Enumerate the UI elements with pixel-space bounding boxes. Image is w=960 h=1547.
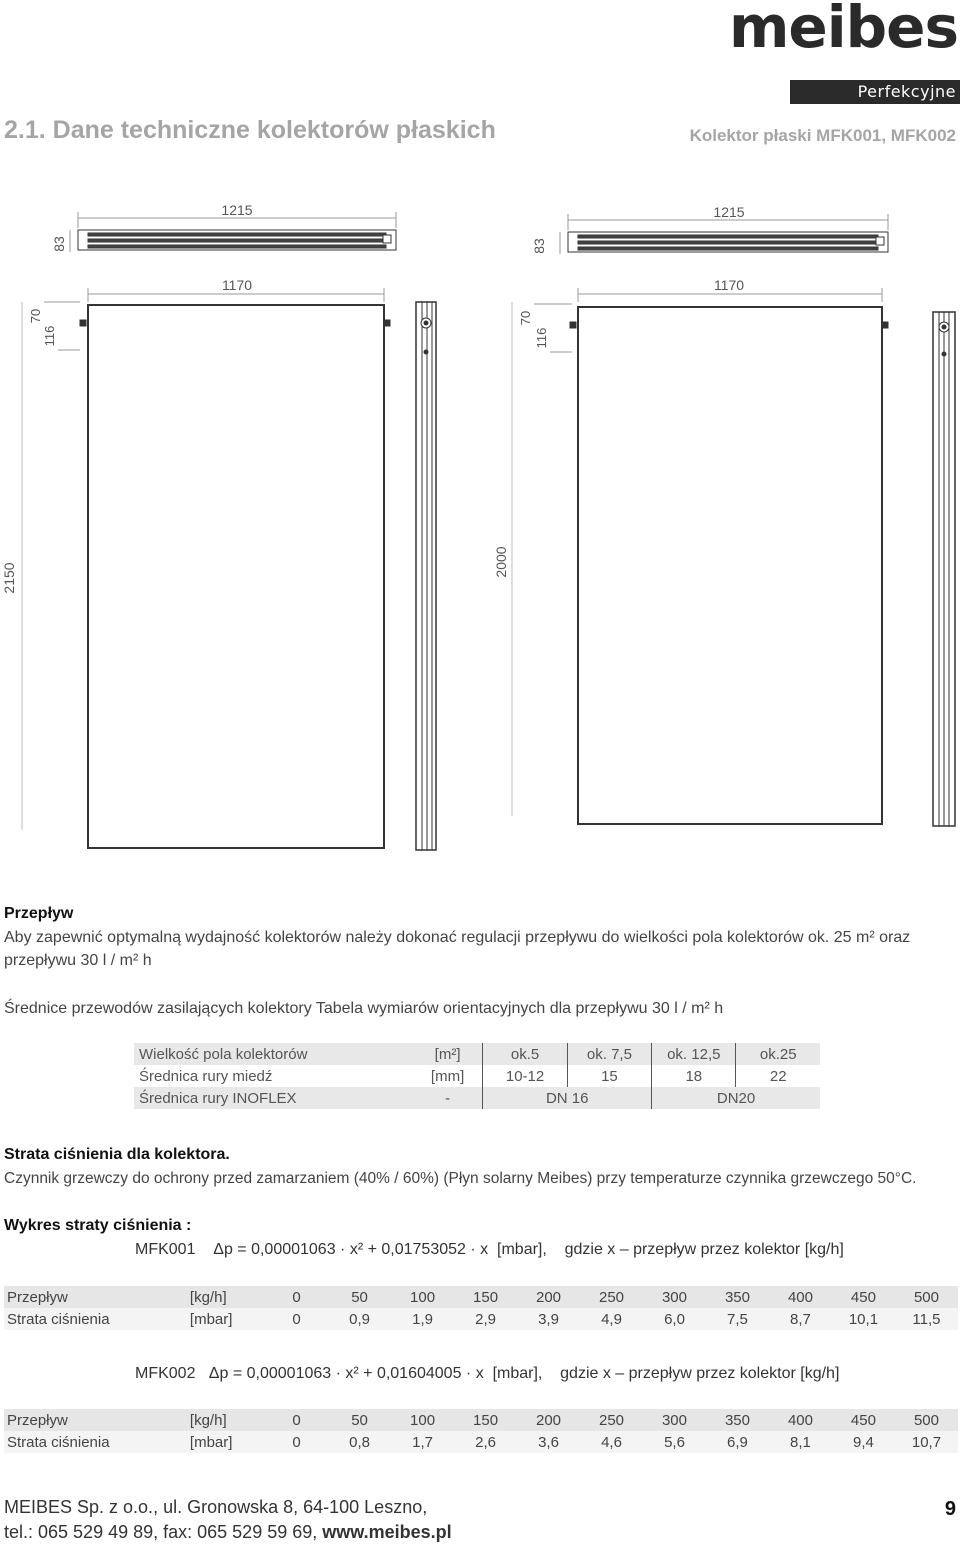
table-row xyxy=(4,1286,958,1308)
mfk001-formula: MFK001 Δp = 0,00001063 · x² + 0,01753052 · x [mbar], gdzie x – przepływ przez kolektor [kg/h] xyxy=(135,1241,844,1258)
right-side-view xyxy=(933,312,955,826)
flow-text-line2: przepływu 30 l / m² h xyxy=(4,952,152,969)
row-unit: [mbar] xyxy=(190,1308,265,1330)
right-front-width: 1170 xyxy=(713,277,745,293)
row-label: Przepływ xyxy=(4,1409,190,1431)
cell-value: 0 xyxy=(265,1286,328,1308)
table-row xyxy=(134,1065,820,1087)
section-subtitle: Kolektor płaski MFK001, MFK002 xyxy=(689,126,956,145)
cell-value: 300 xyxy=(643,1409,706,1431)
pressure-heading: Strata ciśnienia dla kolektora. xyxy=(4,1146,230,1163)
row-label: Przepływ xyxy=(4,1286,190,1308)
cell-value: 250 xyxy=(580,1409,643,1431)
cell-value: 15 xyxy=(567,1065,651,1087)
row-label: Strata ciśnienia xyxy=(4,1308,190,1330)
footer-address: MEIBES Sp. z o.o., ul. Gronowska 8, 64-100 Leszno, xyxy=(4,1497,428,1517)
cell-value: 350 xyxy=(706,1286,769,1308)
table-row xyxy=(4,1431,958,1453)
cell-value: ok.25 xyxy=(736,1043,820,1065)
cell-value: DN 16 xyxy=(483,1087,652,1109)
cell-value: 350 xyxy=(706,1409,769,1431)
right-top-view xyxy=(560,214,888,254)
row-label: Średnica rury INOFLEX xyxy=(134,1087,413,1109)
right-top-height: 83 xyxy=(531,238,547,254)
page-number: 9 xyxy=(944,1498,956,1520)
cell-value: 8,7 xyxy=(769,1308,832,1330)
cell-value: 3,6 xyxy=(517,1431,580,1453)
cell-value: 150 xyxy=(454,1286,517,1308)
left-offset-a: 70 xyxy=(28,308,43,324)
cell-value: 0 xyxy=(265,1431,328,1453)
row-unit: [mbar] xyxy=(190,1431,265,1453)
meibes-logo xyxy=(706,0,958,125)
cell-value: 6,9 xyxy=(706,1431,769,1453)
cell-value: 0,8 xyxy=(328,1431,391,1453)
row-unit: - xyxy=(413,1087,483,1109)
right-front-view xyxy=(512,288,888,824)
cell-value: 100 xyxy=(391,1409,454,1431)
left-offset-b: 116 xyxy=(42,325,57,347)
left-top-height: 83 xyxy=(51,236,67,252)
pipe-size-table xyxy=(134,1043,820,1109)
row-unit: [kg/h] xyxy=(190,1286,265,1308)
left-front-width: 1170 xyxy=(221,277,253,293)
cell-value: 300 xyxy=(643,1286,706,1308)
cell-value: 18 xyxy=(652,1065,736,1087)
left-front-view xyxy=(22,288,390,848)
cell-value: 10-12 xyxy=(483,1065,567,1087)
logo-tagline: Perfekcyjne Systemy xyxy=(857,82,956,125)
chart-heading: Wykres straty ciśnienia : xyxy=(4,1217,192,1234)
cell-value: 22 xyxy=(736,1065,820,1087)
mfk002-table xyxy=(4,1409,958,1453)
cell-value: ok. 12,5 xyxy=(652,1043,736,1065)
cell-value: 4,9 xyxy=(580,1308,643,1330)
row-unit: [mm] xyxy=(430,1067,465,1085)
left-side-view xyxy=(416,302,436,850)
logo-tagline-band xyxy=(790,80,960,125)
cell-value: ok.5 xyxy=(483,1043,567,1065)
cell-value: 150 xyxy=(454,1409,517,1431)
left-top-width: 1215 xyxy=(221,202,253,218)
mfk001-table xyxy=(4,1286,958,1330)
row-label: Wielkość pola kolektorów xyxy=(134,1043,413,1065)
cell-value: 50 xyxy=(328,1286,391,1308)
section-title: 2.1. Dane techniczne kolektorów płaskich xyxy=(4,116,496,144)
cell-value: 9,4 xyxy=(832,1431,895,1453)
cell-value: 400 xyxy=(769,1409,832,1431)
cell-value: ok. 7,5 xyxy=(567,1043,651,1065)
row-unit: [kg/h] xyxy=(190,1409,265,1431)
cell-value: 2,9 xyxy=(454,1308,517,1330)
cell-value: 4,6 xyxy=(580,1431,643,1453)
cell-value: 2,6 xyxy=(454,1431,517,1453)
cell-value: 500 xyxy=(895,1286,958,1308)
cell-value: 200 xyxy=(517,1286,580,1308)
row-label: Strata ciśnienia xyxy=(4,1431,190,1453)
cell-value: 8,1 xyxy=(769,1431,832,1453)
cell-value: 200 xyxy=(517,1409,580,1431)
flow-text-line1: Aby zapewnić optymalną wydajność kolektorów należy dokonać regulacji przepływu do wielkości pola kolektorów ok. 25 m² oraz xyxy=(4,929,911,946)
cell-value: 10,7 xyxy=(895,1431,958,1453)
table-row xyxy=(134,1087,820,1109)
cell-value: 5,6 xyxy=(643,1431,706,1453)
left-height: 2150 xyxy=(1,562,17,594)
table-row xyxy=(134,1043,820,1065)
row-label: Średnica rury miedź xyxy=(139,1067,273,1085)
row-unit: [m²] xyxy=(413,1043,483,1065)
flow-heading: Przepływ xyxy=(4,905,74,922)
logo-wordmark: meibes xyxy=(728,0,958,61)
table-row xyxy=(4,1308,958,1330)
cell-value: 450 xyxy=(832,1409,895,1431)
cell-value: 10,1 xyxy=(832,1308,895,1330)
cell-value: 11,5 xyxy=(895,1308,958,1330)
table-row xyxy=(4,1409,958,1431)
cell-value: 0 xyxy=(265,1409,328,1431)
right-offset-a: 70 xyxy=(518,310,533,326)
right-offset-b: 116 xyxy=(534,327,549,349)
cell-value: 6,0 xyxy=(643,1308,706,1330)
cell-value: 0 xyxy=(265,1308,328,1330)
technical-drawing xyxy=(0,190,960,870)
cell-value: DN20 xyxy=(652,1087,820,1109)
cell-value: 1,7 xyxy=(391,1431,454,1453)
cell-value: 1,9 xyxy=(391,1308,454,1330)
mfk002-formula: MFK002 Δp = 0,00001063 · x² + 0,01604005 · x [mbar], gdzie x – przepływ przez kolektor [kg/h] xyxy=(135,1365,840,1382)
right-top-width: 1215 xyxy=(713,204,745,220)
cell-value: 50 xyxy=(328,1409,391,1431)
pressure-text: Czynnik grzewczy do ochrony przed zamarzaniem (40% / 60%) (Płyn solarny Meibes) przy temperaturze czynnika grzewczego 50°C. xyxy=(4,1170,917,1187)
cell-value: 500 xyxy=(895,1409,958,1431)
diameters-text: Średnice przewodów zasilających kolektory Tabela wymiarów orientacyjnych dla przepływu 30 l / m² h xyxy=(4,1000,724,1017)
cell-value: 450 xyxy=(832,1286,895,1308)
cell-value: 400 xyxy=(769,1286,832,1308)
left-top-view xyxy=(70,212,396,252)
footer-phone-fax: tel.: 065 529 49 89, fax: 065 529 59 69, xyxy=(4,1522,323,1542)
cell-value: 100 xyxy=(391,1286,454,1308)
cell-value: 0,9 xyxy=(328,1308,391,1330)
footer-contact xyxy=(4,1522,452,1543)
cell-value: 3,9 xyxy=(517,1308,580,1330)
footer-website-link[interactable]: www.meibes.pl xyxy=(322,1522,452,1542)
cell-value: 250 xyxy=(580,1286,643,1308)
cell-value: 7,5 xyxy=(706,1308,769,1330)
right-height: 2000 xyxy=(493,546,509,578)
